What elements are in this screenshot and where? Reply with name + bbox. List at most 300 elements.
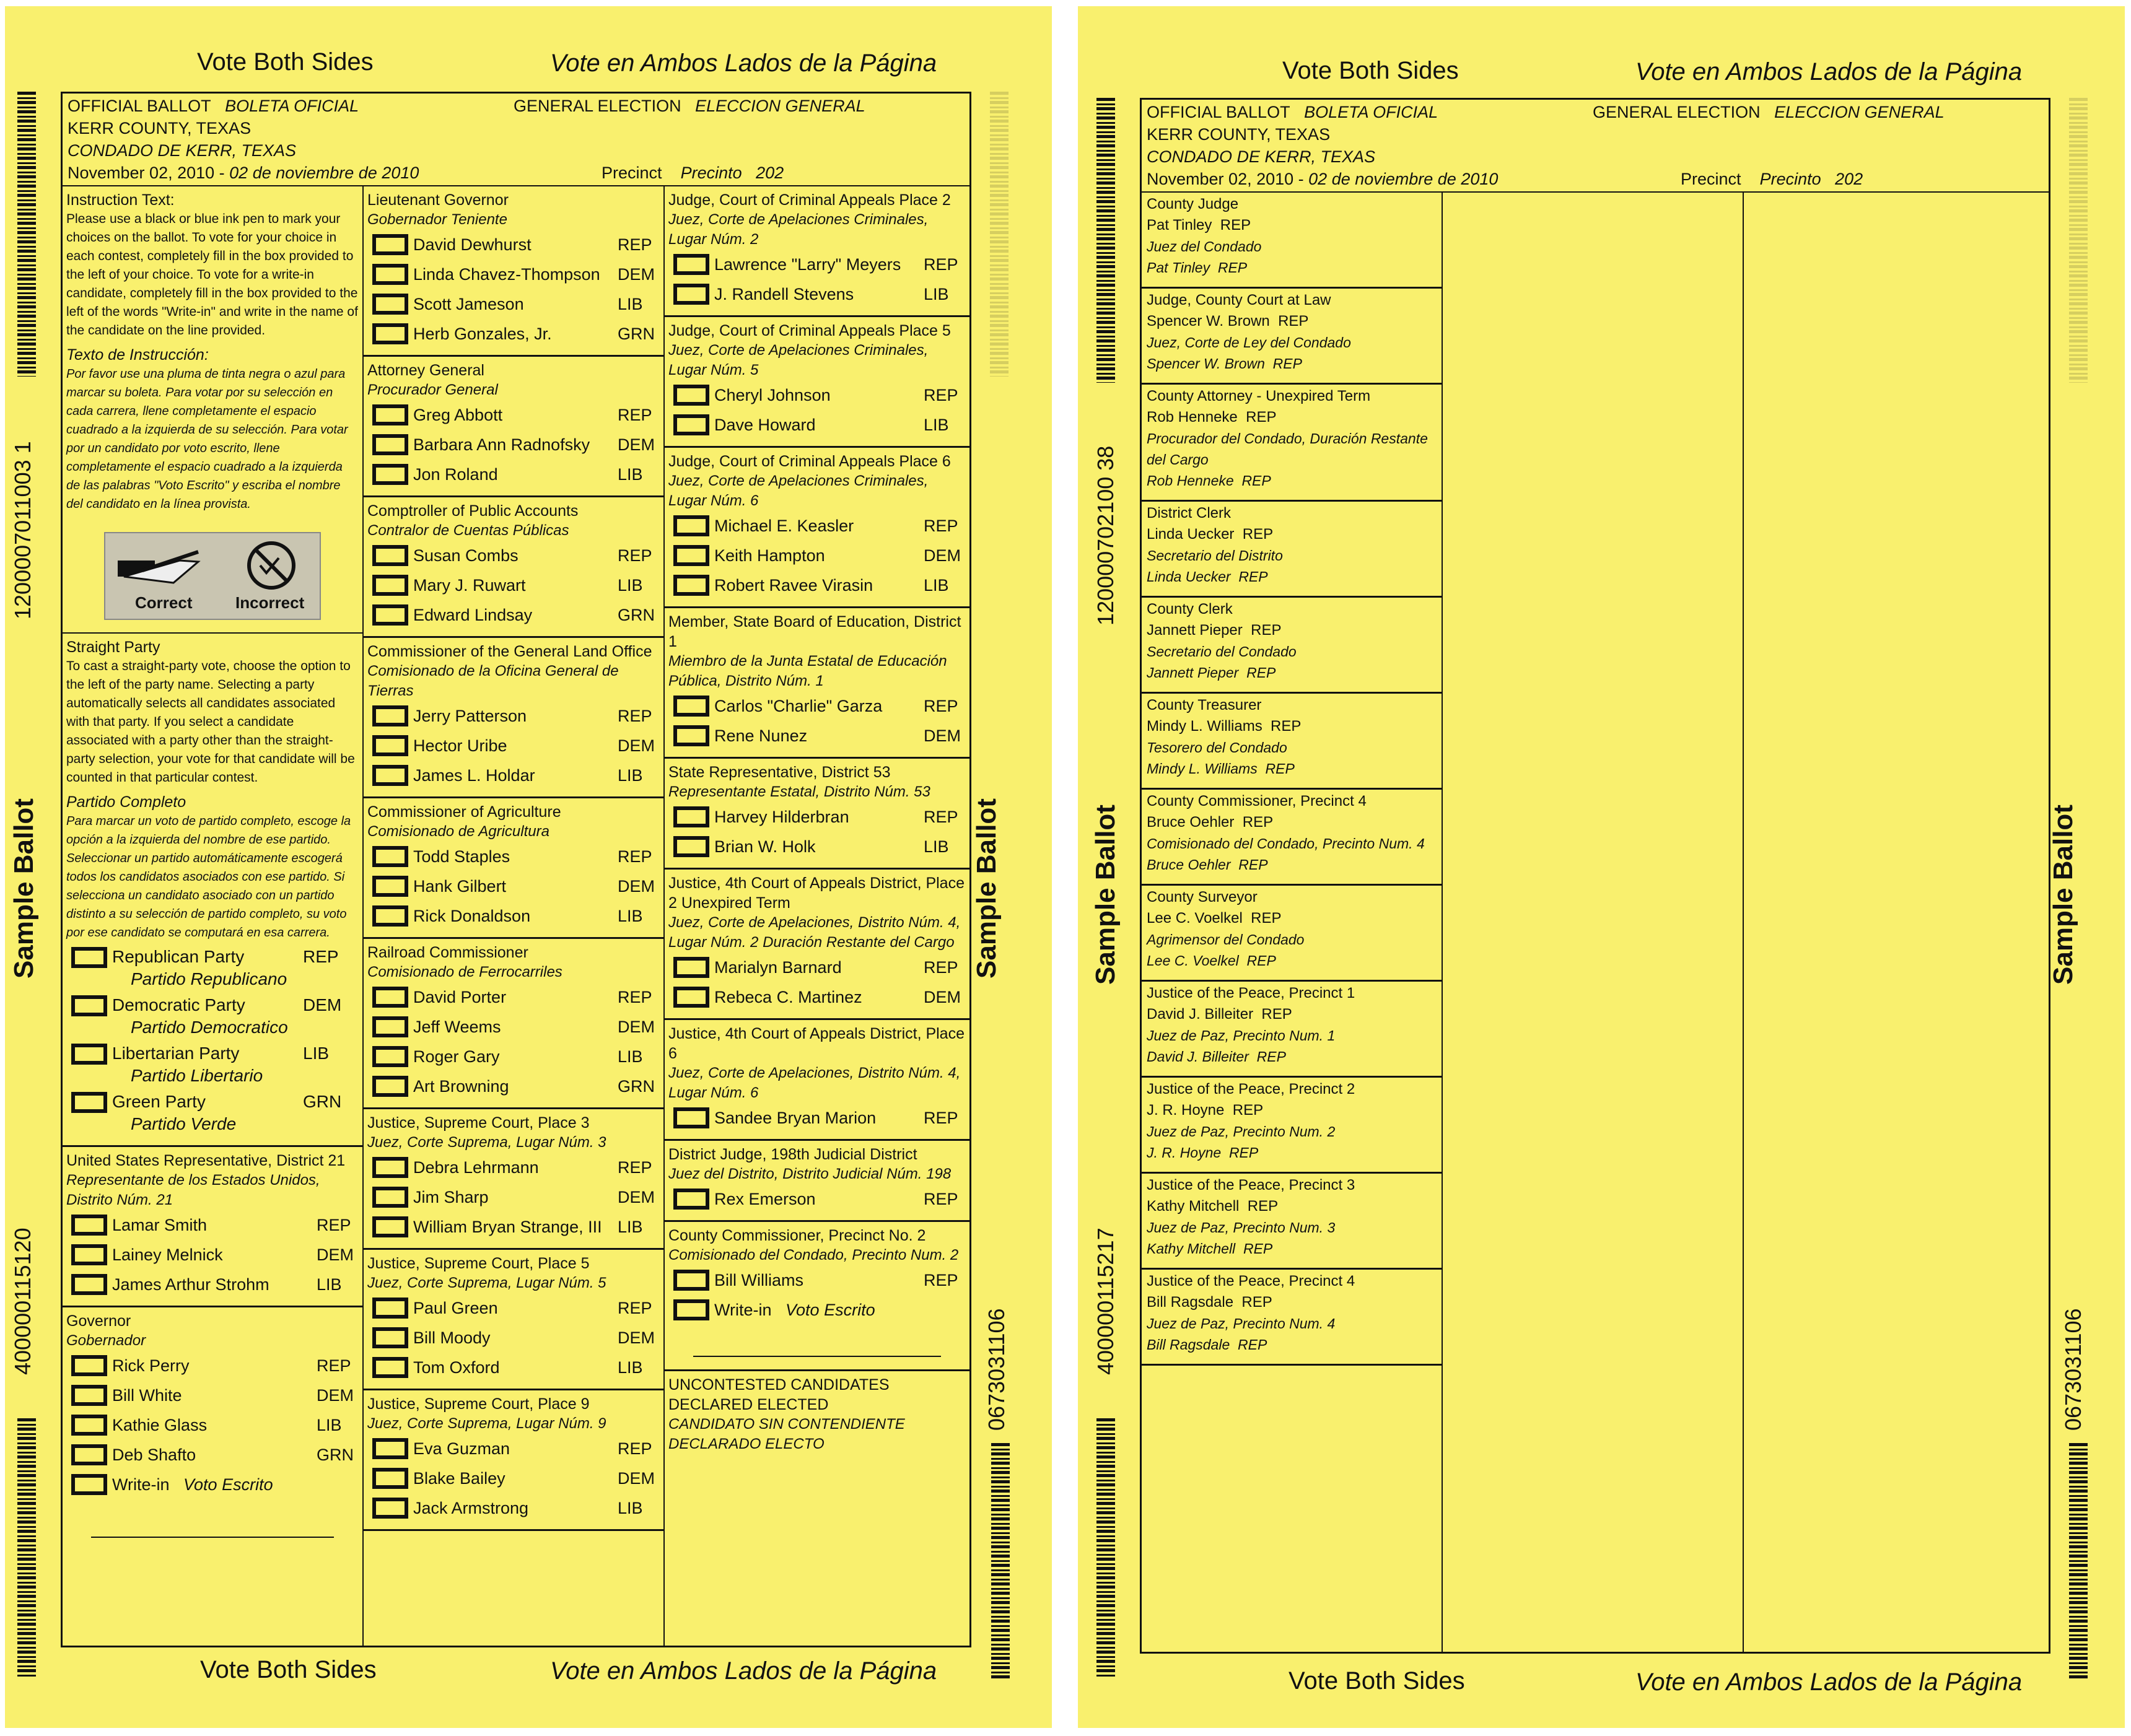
holder-name-es: Jannett Pieper	[1147, 665, 1239, 681]
candidate-party: LIB	[924, 285, 949, 303]
vote-box[interactable]	[372, 1438, 408, 1459]
candidate-name: Bill White	[112, 1386, 182, 1405]
candidate-list	[367, 701, 660, 790]
write-in-line[interactable]	[693, 1356, 941, 1357]
candidate-party: REP	[618, 1299, 652, 1317]
candidate-option[interactable]	[367, 430, 660, 460]
write-in-option[interactable]	[66, 1470, 359, 1499]
candidate-list	[367, 842, 660, 931]
vote-box[interactable]	[372, 1187, 408, 1208]
contest-title-es: Juez, Corte de Apelaciones Criminales, Lugar Núm. 6	[668, 473, 929, 509]
candidate-option[interactable]	[66, 1210, 359, 1240]
holder-name-es: Bruce Oehler	[1147, 857, 1231, 873]
candidate-name: Susan Combs	[413, 546, 519, 565]
straight-party-title-es: Partido Completo	[66, 793, 186, 811]
vote-box[interactable]	[372, 604, 408, 626]
vote-box[interactable]	[673, 575, 709, 596]
local-office-section	[1142, 193, 1442, 289]
vote-both-sides: Vote Both Sides	[200, 1656, 377, 1683]
office-holder-es	[1147, 257, 1437, 278]
candidate-party: REP	[924, 697, 958, 715]
office-title-es: Juez de Paz, Precinto Num. 1	[1147, 1027, 1336, 1044]
candidate-party: DEM	[618, 265, 655, 284]
vote-box[interactable]	[673, 1189, 709, 1210]
vote-box[interactable]	[372, 1216, 408, 1237]
holder-name: David J. Billeiter	[1147, 1006, 1254, 1023]
holder-party-es: REP	[1243, 1241, 1273, 1257]
candidate-option[interactable]	[367, 570, 660, 600]
vote-box[interactable]	[71, 1244, 107, 1265]
candidate-list	[668, 691, 966, 751]
office-title-es: Juez de Paz, Precinto Num. 3	[1147, 1219, 1336, 1236]
candidate-option[interactable]	[668, 410, 966, 440]
column-instructions	[63, 186, 364, 1646]
ballot-page-front	[5, 6, 1052, 1728]
vote-box[interactable]	[372, 464, 408, 485]
vote-box[interactable]	[673, 284, 709, 305]
contest-title-es: Comisionado de Agricultura	[367, 823, 549, 840]
candidate-option[interactable]	[668, 380, 966, 410]
vote-box[interactable]	[372, 1046, 408, 1067]
candidate-option[interactable]	[367, 761, 660, 790]
barcode-top-right	[990, 92, 1009, 377]
write-in-label-es: Voto Escrito	[183, 1475, 273, 1494]
candidate-party: REP	[618, 1439, 652, 1458]
candidate-name: James L. Holdar	[413, 766, 535, 785]
holder-party-es: REP	[1256, 1049, 1286, 1065]
candidate-option[interactable]	[367, 1212, 660, 1242]
candidate-option[interactable]	[367, 1012, 660, 1042]
contest-section	[665, 1020, 969, 1141]
candidate-party: REP	[924, 1271, 958, 1289]
holder-party-es: REP	[1241, 473, 1271, 489]
contest-section	[665, 186, 969, 317]
candidate-party: REP	[618, 707, 652, 725]
holder-party-es: REP	[1228, 1145, 1259, 1161]
candidate-option[interactable]	[668, 832, 966, 861]
sample-ballot-right: Sample Ballot	[971, 798, 1002, 979]
office-title-es: Juez del Condado	[1147, 238, 1262, 255]
vote-box[interactable]	[372, 1498, 408, 1519]
column-empty-2	[1443, 193, 1744, 1652]
candidate-option[interactable]	[668, 279, 966, 309]
vote-box[interactable]	[673, 696, 709, 717]
party-name-block	[112, 1091, 303, 1135]
vote-both-sides-es: Vote en Ambos Lados de la Página	[1635, 58, 2023, 85]
side-code-bottom-left: 400000115217	[1093, 1228, 1118, 1375]
candidate-name: William Bryan Strange, III	[413, 1218, 602, 1236]
contest-title: Commissioner of the General Land Office	[367, 643, 652, 660]
candidate-option[interactable]	[367, 1153, 660, 1182]
vote-box[interactable]	[372, 434, 408, 455]
candidate-party: REP	[618, 988, 652, 1006]
local-office-section	[1142, 1078, 1442, 1174]
holder-party: REP	[1246, 409, 1277, 425]
vote-box[interactable]	[372, 1298, 408, 1319]
candidate-option[interactable]	[367, 871, 660, 901]
office-holder-es	[1147, 1046, 1437, 1067]
incorrect-label: Incorrect	[235, 593, 305, 612]
candidate-party: REP	[317, 1216, 351, 1234]
write-in-option[interactable]	[668, 1295, 966, 1325]
contest-title: Justice, 4th Court of Appeals District, Place 6	[668, 1025, 965, 1062]
office-title: County Judge	[1147, 196, 1239, 212]
contest-title-es: Juez, Corte de Apelaciones, Distrito Núm. 4, Lugar Núm. 2 Duración Restante del Cargo	[668, 914, 961, 951]
party-option[interactable]	[66, 946, 359, 990]
contest-section	[364, 1250, 663, 1390]
vote-box[interactable]	[372, 1327, 408, 1348]
straight-party-title: Straight Party	[66, 639, 160, 656]
holder-name: Bruce Oehler	[1147, 814, 1235, 831]
contest-title: Railroad Commissioner	[367, 944, 528, 961]
office-holder	[1147, 1196, 1437, 1217]
candidate-name: Debra Lehrmann	[413, 1158, 539, 1177]
precinct-number: 202	[756, 164, 784, 182]
candidate-option[interactable]	[367, 289, 660, 319]
candidate-name: Tom Oxford	[413, 1358, 500, 1377]
vote-box[interactable]	[71, 1415, 107, 1436]
holder-name: Lee C. Voelkel	[1147, 910, 1243, 927]
bottom-footer-line	[5, 1654, 1052, 1697]
office-holder	[1147, 1004, 1437, 1025]
candidate-party: LIB	[618, 1358, 643, 1377]
official-ballot-es: BOLETA OFICIAL	[225, 97, 359, 115]
office-title: District Clerk	[1147, 505, 1231, 521]
vote-box[interactable]	[372, 1468, 408, 1489]
candidate-option[interactable]	[367, 1463, 660, 1493]
contest-title-es: Gobernador	[66, 1332, 146, 1349]
vote-box[interactable]	[673, 1270, 709, 1291]
party-name-block	[112, 946, 303, 990]
candidate-name: James Arthur Strohm	[112, 1275, 269, 1294]
office-holder	[1147, 1100, 1437, 1121]
precinct-label: Precinct	[602, 164, 662, 182]
vote-box[interactable]	[372, 545, 408, 566]
contest-title: Attorney General	[367, 362, 484, 379]
ballot-header	[1142, 100, 2049, 193]
candidate-option[interactable]	[367, 1493, 660, 1523]
contest-title-es: Contralor de Cuentas Públicas	[367, 522, 569, 539]
holder-name-es: Bill Ragsdale	[1147, 1337, 1230, 1353]
contest-title: Member, State Board of Education, District 1	[668, 613, 961, 650]
vote-box[interactable]	[71, 1355, 107, 1376]
candidate-option[interactable]	[367, 1323, 660, 1353]
vote-box[interactable]	[673, 414, 709, 435]
candidate-party: DEM	[618, 736, 655, 755]
vote-box[interactable]	[71, 1474, 107, 1495]
holder-party-es: REP	[1238, 569, 1268, 585]
candidate-option[interactable]	[367, 982, 660, 1012]
contest-section	[364, 1390, 663, 1531]
holder-name-es: Linda Uecker	[1147, 569, 1231, 585]
party-option[interactable]	[66, 1042, 359, 1087]
vote-box[interactable]	[372, 323, 408, 344]
contest-title: Justice, Supreme Court, Place 5	[367, 1255, 590, 1272]
candidate-option[interactable]	[367, 701, 660, 731]
contest-title: Commissioner of Agriculture	[367, 803, 561, 821]
local-office-section	[1142, 694, 1442, 790]
vote-box[interactable]	[71, 1274, 107, 1295]
vote-box[interactable]	[673, 725, 709, 746]
election-date: November 02, 2010 -	[68, 164, 225, 182]
candidate-option[interactable]	[367, 1293, 660, 1323]
vote-box[interactable]	[673, 836, 709, 857]
candidate-party: DEM	[618, 1328, 655, 1347]
holder-party: REP	[1271, 718, 1302, 735]
vote-box[interactable]	[372, 1016, 408, 1037]
party-name-es: Partido Verde	[131, 1114, 237, 1133]
candidate-option[interactable]	[66, 1351, 359, 1381]
contest-title: County Commissioner, Precinct No. 2	[668, 1227, 926, 1244]
party-name-es: Partido Libertario	[131, 1066, 263, 1085]
vote-box[interactable]	[372, 264, 408, 285]
holder-name-es: Spencer W. Brown	[1147, 355, 1265, 372]
barcode-top-right	[2069, 98, 2088, 383]
office-title-es: Juez de Paz, Precinto Num. 4	[1147, 1315, 1336, 1332]
local-office-section	[1142, 790, 1442, 886]
candidate-option[interactable]	[668, 691, 966, 721]
office-holder	[1147, 716, 1437, 737]
candidate-name: Barbara Ann Radnofsky	[413, 435, 590, 454]
contest-title-es: Juez, Corte de Apelaciones Criminales, Lugar Núm. 5	[668, 342, 929, 378]
local-office-section	[1142, 385, 1442, 502]
general-election-es: ELECCION GENERAL	[1774, 103, 1945, 121]
marking-example-image	[104, 532, 321, 620]
contest-section	[665, 448, 969, 608]
vote-box[interactable]	[71, 1092, 107, 1113]
holder-name: Linda Uecker	[1147, 526, 1235, 543]
holder-party: REP	[1251, 622, 1282, 639]
holder-party: REP	[1278, 313, 1309, 329]
candidate-option[interactable]	[668, 511, 966, 541]
county-es: CONDADO DE KERR, TEXAS	[1147, 147, 1376, 166]
office-title: Justice of the Peace, Precinct 2	[1147, 1081, 1355, 1097]
candidate-option[interactable]	[668, 250, 966, 279]
official-ballot: OFFICIAL BALLOT	[68, 97, 211, 115]
candidate-name: David Porter	[413, 988, 507, 1006]
office-title: County Attorney - Unexpired Term	[1147, 388, 1371, 404]
candidate-option[interactable]	[668, 541, 966, 570]
vote-box[interactable]	[372, 705, 408, 726]
candidate-name: J. Randell Stevens	[714, 285, 854, 303]
vote-box[interactable]	[71, 1385, 107, 1406]
vote-box[interactable]	[372, 294, 408, 315]
candidate-party: LIB	[317, 1416, 342, 1434]
vote-box[interactable]	[71, 947, 107, 968]
party-name-es: Partido Republicano	[131, 969, 287, 988]
party-name-block	[112, 994, 303, 1039]
office-title-es: Secretario del Condado	[1147, 643, 1297, 660]
local-office-section	[1142, 502, 1442, 598]
candidate-name: Cheryl Johnson	[714, 386, 831, 404]
vote-box[interactable]	[372, 404, 408, 425]
candidate-option[interactable]	[367, 1353, 660, 1382]
vote-box[interactable]	[673, 545, 709, 566]
holder-name: Bill Ragsdale	[1147, 1294, 1234, 1311]
contest-title-es: Juez, Corte de Apelaciones, Distrito Núm. 4, Lugar Núm. 6	[668, 1065, 961, 1101]
candidate-option[interactable]	[66, 1410, 359, 1440]
vote-box[interactable]	[673, 806, 709, 827]
candidate-name: Hector Uribe	[413, 736, 507, 755]
candidate-list	[668, 380, 966, 440]
office-title-es: Juez, Corte de Ley del Condado	[1147, 334, 1351, 351]
candidate-party: REP	[924, 386, 958, 404]
holder-party: REP	[1242, 526, 1274, 543]
holder-name-es: Pat Tinley	[1147, 260, 1210, 276]
candidate-option[interactable]	[668, 982, 966, 1012]
candidate-option[interactable]	[668, 1103, 966, 1133]
vote-box[interactable]	[673, 385, 709, 406]
contest-title-es: Representante Estatal, Distrito Núm. 53	[668, 783, 930, 800]
candidate-option[interactable]	[668, 1184, 966, 1214]
barcode-bottom-right	[991, 1443, 1010, 1678]
candidate-option[interactable]	[668, 802, 966, 832]
side-code-right: 0673031106	[984, 1308, 1009, 1431]
candidate-name: Rick Perry	[112, 1356, 190, 1375]
candidate-option[interactable]	[66, 1270, 359, 1299]
vote-box[interactable]	[372, 234, 408, 255]
side-code-right: 0673031106	[2060, 1308, 2086, 1431]
candidate-party: DEM	[317, 1245, 354, 1264]
candidate-option[interactable]	[367, 319, 660, 349]
party-option[interactable]	[66, 994, 359, 1039]
candidate-party: DEM	[924, 546, 961, 565]
candidate-name: Bill Moody	[413, 1328, 491, 1347]
vote-box[interactable]	[71, 1215, 107, 1236]
straight-party-text-es: Para marcar un voto de partido completo, escoge la opción a la izquierda del nombre de ese partido. Seleccionar un partido automáticamente escogerá todos los candidatos asociados con ese partido. Si selecciona un candidato asociado con un partido distinto a su selección de partido completo, su voto por ese candidato se computará en esa carrera.	[66, 814, 351, 940]
party-name: Democratic Party	[112, 995, 245, 1014]
contest-title-es: Juez, Corte de Apelaciones Criminales, Lugar Núm. 2	[668, 211, 929, 248]
candidate-option[interactable]	[367, 1434, 660, 1463]
candidate-option[interactable]	[367, 731, 660, 761]
candidate-option[interactable]	[367, 600, 660, 630]
vote-box[interactable]	[71, 995, 107, 1016]
uncontested-section	[665, 1371, 969, 1460]
candidate-name: Jeff Weems	[413, 1018, 501, 1036]
candidate-option[interactable]	[367, 230, 660, 260]
office-title: County Treasurer	[1147, 697, 1262, 713]
vote-box[interactable]	[372, 735, 408, 756]
contest-section	[665, 1141, 969, 1222]
barcode-top-left	[1096, 98, 1115, 383]
election-date-es: 02 de noviembre de 2010	[1308, 170, 1499, 188]
candidate-name: Rene Nunez	[714, 726, 808, 745]
barcode-bottom-left	[17, 1418, 36, 1678]
candidate-option[interactable]	[668, 1265, 966, 1295]
candidate-party: REP	[618, 546, 652, 565]
candidate-party: LIB	[618, 766, 643, 785]
candidate-name: Rick Donaldson	[413, 907, 531, 925]
candidate-option[interactable]	[367, 260, 660, 289]
candidate-option[interactable]	[367, 460, 660, 489]
party-name-block	[112, 1042, 303, 1087]
contest-section	[364, 497, 663, 638]
vote-box[interactable]	[372, 1157, 408, 1178]
contest-title: United States Representative, District 21	[66, 1152, 346, 1169]
column-statewide-contests	[364, 186, 665, 1646]
candidate-option[interactable]	[367, 1042, 660, 1071]
office-holder-es	[1147, 662, 1437, 683]
vote-box[interactable]	[372, 846, 408, 867]
official-ballot-es: BOLETA OFICIAL	[1304, 103, 1438, 121]
candidate-option[interactable]	[668, 721, 966, 751]
barcode-bottom-right	[2069, 1443, 2088, 1678]
barcode-top-left	[17, 92, 36, 377]
vote-box[interactable]	[372, 765, 408, 786]
candidate-list	[367, 982, 660, 1101]
candidate-list	[668, 1184, 966, 1214]
candidate-list	[668, 511, 966, 600]
vote-box[interactable]	[673, 1299, 709, 1320]
vote-box[interactable]	[673, 987, 709, 1008]
candidate-option[interactable]	[367, 1182, 660, 1212]
candidate-list	[367, 541, 660, 630]
candidate-option[interactable]	[367, 842, 660, 871]
precinct-label: Precinct	[1681, 170, 1741, 188]
vote-box[interactable]	[372, 987, 408, 1008]
candidate-party: REP	[924, 255, 958, 274]
candidate-option[interactable]	[668, 953, 966, 982]
candidate-party: LIB	[618, 295, 643, 313]
write-in-line[interactable]	[91, 1537, 334, 1538]
vote-box[interactable]	[372, 1076, 408, 1097]
vote-box[interactable]	[673, 515, 709, 536]
candidate-option[interactable]	[367, 541, 660, 570]
office-title-es: Agrimensor del Condado	[1147, 931, 1305, 948]
candidate-name: Robert Ravee Virasin	[714, 576, 873, 595]
vote-box[interactable]	[673, 957, 709, 978]
vote-box[interactable]	[673, 1107, 709, 1128]
vote-box[interactable]	[71, 1044, 107, 1065]
candidate-party: DEM	[618, 1018, 655, 1036]
candidate-option[interactable]	[66, 1381, 359, 1410]
office-title: County Surveyor	[1147, 889, 1258, 905]
side-code-bottom-left: 400000115120	[10, 1228, 35, 1375]
candidate-list	[668, 802, 966, 861]
candidate-list	[367, 400, 660, 489]
candidate-option[interactable]	[367, 400, 660, 430]
contest-title: Judge, Court of Criminal Appeals Place 5	[668, 322, 951, 339]
candidate-option[interactable]	[668, 570, 966, 600]
candidate-option[interactable]	[367, 901, 660, 931]
candidate-name: Deb Shafto	[112, 1446, 196, 1464]
office-holder-es	[1147, 950, 1437, 971]
vote-box[interactable]	[372, 905, 408, 927]
contest-section	[665, 317, 969, 448]
contest-title: Justice, Supreme Court, Place 3	[367, 1114, 590, 1132]
party-option[interactable]	[66, 1091, 359, 1135]
instructions-text: Please use a black or blue ink pen to mark your choices on the ballot. To vote for your choice in each contest, completely fill in the box provided to the left of your choice. To vote for a write-in candidate, completely fill in the box provided to the left of the words "Write-in" and write in the name of the candidate on the line provided.	[66, 212, 358, 338]
candidate-option[interactable]	[367, 1071, 660, 1101]
candidate-party: DEM	[618, 435, 655, 454]
holder-party: REP	[1232, 1102, 1264, 1119]
vote-box[interactable]	[372, 1357, 408, 1378]
candidate-list	[668, 1265, 966, 1295]
candidate-name: Kathie Glass	[112, 1416, 208, 1434]
office-title-es: Juez de Paz, Precinto Num. 2	[1147, 1123, 1336, 1140]
vote-box[interactable]	[673, 254, 709, 275]
candidate-name: Mary J. Ruwart	[413, 576, 526, 595]
candidate-name: Linda Chavez-Thompson	[413, 265, 600, 284]
vote-both-sides-es: Vote en Ambos Lados de la Página	[550, 50, 937, 77]
holder-party-es: REP	[1238, 1337, 1267, 1353]
vote-box[interactable]	[372, 575, 408, 596]
holder-name: Jannett Pieper	[1147, 622, 1243, 639]
candidate-option[interactable]	[66, 1240, 359, 1270]
candidate-option[interactable]	[66, 1440, 359, 1470]
vote-box[interactable]	[372, 876, 408, 897]
vote-box[interactable]	[71, 1444, 107, 1465]
